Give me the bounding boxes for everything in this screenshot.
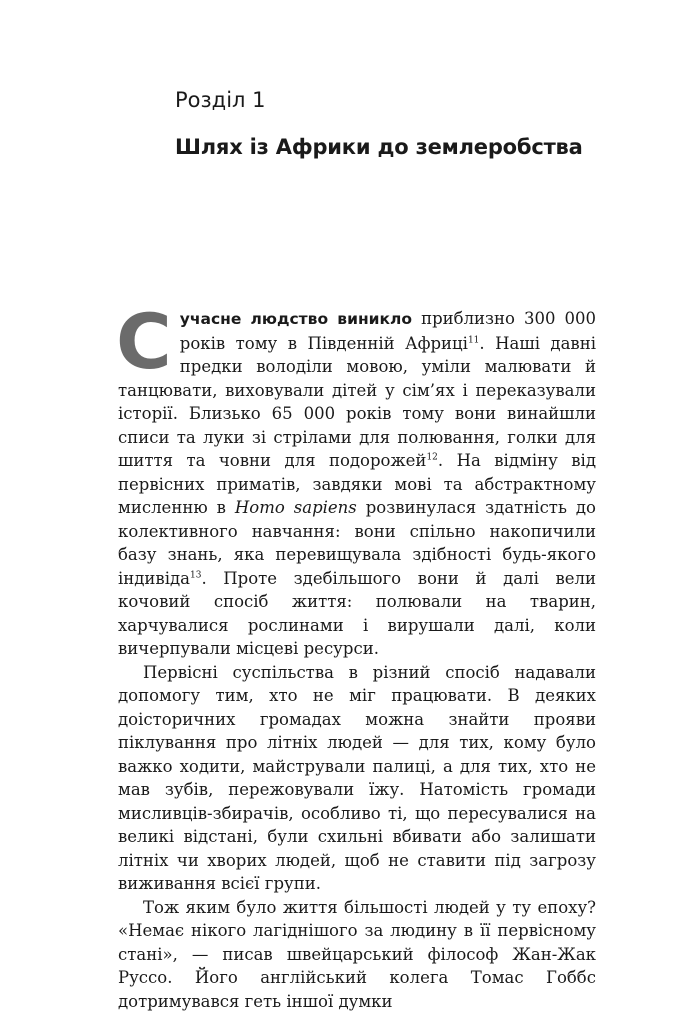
species-name: Homo sapiens: [235, 498, 357, 517]
footnote-ref-12[interactable]: 12: [426, 453, 437, 463]
paragraph-1-text-5: . Проте здебільшого вони й далі вели кочовий спосіб життя: полювали на тварин, харчувалися рослинами і вирушали далі, коли вичерпували місцеві ресурси.: [118, 569, 596, 659]
paragraph-3: Тож яким було життя більшості людей у ту епоху? «Немає нікого лагіднішого за людину в її первісному стані», — писав швейцарський філософ Жан-Жак Руссо. Його англійський колега Томас Гоббс дотримувався геть іншої думки: [118, 896, 596, 1013]
paragraph-1-text-1: приблизно 300 000 років тому в Південній Африці: [180, 309, 596, 353]
body-text: [118, 307, 596, 1013]
paragraph-1-text-3: . На відміну від первісних приматів, завдяки мові та абстрактному мисленню в: [118, 451, 596, 517]
drop-cap: С: [116, 311, 172, 371]
chapter-label: Розділ 1: [175, 88, 266, 112]
lead-in: учасне людство виникло: [180, 310, 412, 328]
chapter-title: Шлях із Африки до землеробства: [175, 135, 583, 159]
footnote-ref-11[interactable]: 11: [468, 335, 479, 345]
paragraph-1: [118, 307, 596, 661]
paragraph-1-text-4: розвинулася здатність до колективного навчання: вони спільно накопичили базу знань, яка перевищувала здібності будь-якого індивіда: [118, 498, 596, 588]
footnote-ref-13[interactable]: 13: [190, 570, 201, 580]
paragraph-2: Первісні суспільства в різний спосіб надавали допомогу тим, хто не міг працювати. В деяких доісторичних громадах можна знайти прояви піклування про літніх людей — для тих, кому було важко ходити, майстрували палиці, а для тих, хто не мав зубів, пережовували їжу. Натомість громади мисливців-збирачів, особливо ті, що пересувалися на великі відстані, були схильні вбивати або залишати літніх чи хворих людей, щоб не ставити під загрозу виживання всієї групи.: [118, 661, 596, 896]
paragraph-1-text-2: . Наші давні предки володіли мовою, уміли малювати й танцювати, виховували дітей у сім’ях і переказували історії. Близько 65 000 років тому вони винайшли списи та луки зі стрілами для полювання, голки для шиття та човни для подорожей: [118, 334, 596, 471]
